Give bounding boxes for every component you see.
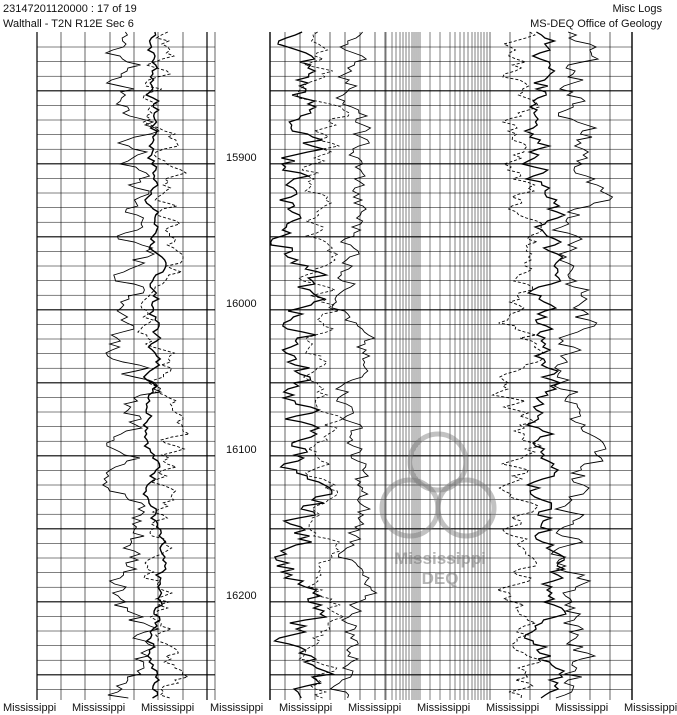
- depth-label-15900: 15900: [226, 152, 257, 164]
- footer-label: Mississippi: [417, 702, 471, 714]
- watermark-text-line1: Mississippi: [394, 549, 486, 568]
- log-curve: [551, 32, 612, 698]
- log-curves: [103, 32, 613, 698]
- log-curve: [297, 32, 349, 698]
- footer-label: Mississippi: [624, 702, 677, 714]
- log-curve: [330, 32, 376, 698]
- footer-label: Mississippi: [555, 702, 609, 714]
- well-location: Walthall - T2N R12E Sec 6: [3, 18, 134, 30]
- log-curve: [271, 32, 333, 698]
- footer-label: Mississippi: [72, 702, 126, 714]
- log-curve: [522, 32, 565, 698]
- log-curve: [103, 32, 161, 698]
- footer-label: Mississippi: [348, 702, 402, 714]
- log-curve: [138, 32, 189, 698]
- depth-label-16200: 16200: [226, 590, 257, 602]
- footer-label: Mississippi: [486, 702, 540, 714]
- footer-label: Mississippi: [141, 702, 195, 714]
- depth-label-16000: 16000: [226, 298, 257, 310]
- watermark-text-line2: DEQ: [421, 569, 459, 588]
- depth-label-16100: 16100: [226, 444, 257, 456]
- log-type: Misc Logs: [612, 3, 662, 15]
- footer-label: Mississippi: [279, 702, 333, 714]
- log-curve: [493, 32, 544, 698]
- footer-label: Mississippi: [3, 702, 57, 714]
- footer-label: Mississippi: [210, 702, 264, 714]
- well-id: 23147201120000 : 17 of 19: [3, 3, 137, 15]
- agency-name: MS-DEQ Office of Geology: [530, 18, 662, 30]
